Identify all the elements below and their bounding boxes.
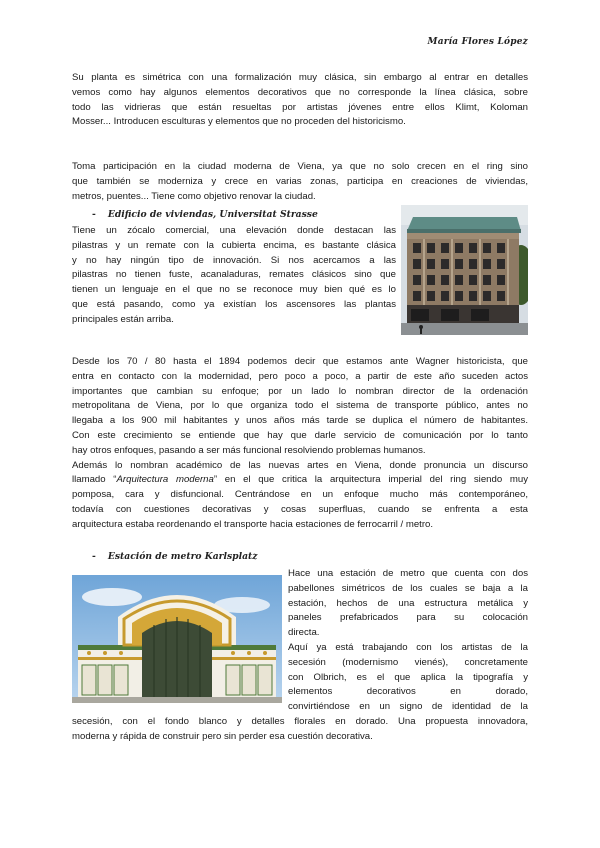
text-line: Aquí ya está trabajando con los artistas de la — [288, 641, 528, 653]
text-line: vemos como hay algunos elementos decorativos que no corresponde la línea clásica, sobre — [72, 86, 528, 98]
text-line: elementos decorativos en dorado, — [288, 686, 528, 698]
text-line: todavía con cuestiones decorativas y cosas superfluas, cuando se enfrenta a esta — [72, 503, 528, 515]
text-line: secesión (modernismo vienés), concretamente — [288, 656, 528, 668]
author-name: María Flores López — [427, 37, 528, 47]
karlsplatz-paragraph — [288, 567, 528, 715]
text-line: paneles prefabricados para su colocación — [288, 612, 528, 624]
text-line: Desde los 70 / 80 hasta el 1894 podemos decir que estamos ante Wagner historicista, que — [72, 356, 528, 367]
text-line: con Olbrich, es el que aplica la tipografía y — [288, 671, 528, 683]
station-photo — [72, 575, 282, 703]
text-line: pilastras y un remate con la cubierta encima, es bastante clásica — [72, 239, 396, 251]
text-line: Tiene un zócalo comercial, una elevación donde destacan las — [72, 225, 396, 236]
text-line: que está pasando, como ya existían los ascensores las plantas — [72, 298, 396, 310]
city-paragraph — [72, 160, 528, 204]
text-line: tienen un lenguaje en el que no se reconoce muy bien qué es lo — [72, 284, 396, 296]
text-line: pomposa, cara y disfuncional. Centrándose en un enfoque mucho más contemporáneo, — [72, 489, 528, 501]
text-line: moderna y rápida de construir pero sin perder esa cuestión decorativa. — [72, 730, 373, 742]
text-line: arquitectura estaba reordenando el transporte hacia estaciones de ferrocarril / metro. — [72, 518, 434, 530]
text-line: metropolitana de Viena, por lo que organiza todo el sistema de transporte público, antes no — [72, 400, 528, 412]
text-line: secesión, con el fondo blanco y detalles florales en dorado. Una propuesta innovadora, — [72, 716, 528, 727]
karlsplatz-closing — [72, 715, 528, 745]
text-line: directa. — [288, 627, 320, 639]
section-heading-karlsplatz — [92, 551, 258, 562]
quote-close: ” en el que critica la arquitectura imperial del ring siendo muy — [213, 474, 528, 486]
text-line: Mosser... Introducen esculturas y elementos que no proceden del historicismo. — [72, 116, 406, 128]
text-line: metros, puentes... Tiene como objetivo renovar la ciudad. — [72, 190, 316, 202]
quote-open: llamado “ — [72, 474, 117, 486]
text-line: que también se moderniza y crece en varias zonas, participa en creaciones de viviendas, — [72, 175, 528, 187]
bullet-dash: - — [92, 209, 96, 220]
building-photo — [401, 205, 528, 335]
text-line: Su planta es simétrica con una formalización muy clásica, sin embargo al entrar en detalles — [72, 72, 528, 83]
text-line: pilastras no tienen fuste, acanaladuras, remates clásicos sino que — [72, 269, 396, 281]
text-line-with-title — [72, 473, 528, 488]
text-line: principales están arriba. — [72, 313, 174, 325]
bullet-dash: - — [92, 551, 96, 562]
wagner-paragraph — [72, 355, 528, 533]
text-line: importantes que cambian su enfoque; por un lado lo nombran director de la ordenación — [72, 385, 528, 397]
text-line: todo las vidrieras que están resueltas por artistas jóvenes entre ellos Klimt, Koloman — [72, 101, 528, 113]
section-title: Estación de metro Karlsplatz — [107, 551, 258, 562]
text-line: Toma participación en la ciudad moderna de Viena, ya que no solo crecen en el ring sino — [72, 161, 528, 172]
section-heading-viviendas — [92, 209, 318, 220]
text-line: Además lo nombran académico de las nuevas artes en Viena, donde pronuncia un discurso — [72, 459, 528, 471]
intro-paragraph — [72, 71, 528, 130]
text-line: pabellones simétricos de los cuales se baja a la — [288, 582, 528, 594]
text-line: llegaba a los 900 mil habitantes y unos años más tarde se duplica el número de habitantes. — [72, 415, 528, 427]
text-line: entra en contacto con la modernidad, pero poco a poco, a partir de este año suceden actos — [72, 370, 528, 382]
text-line: convirtiéndose en un signo de identidad de la — [288, 701, 528, 713]
text-line: estación, hechos de una estructura metálica y — [288, 597, 528, 609]
text-line: hay otros enfoques, pasando a ser más funcional resolviendo problemas humanos. — [72, 444, 426, 456]
viviendas-paragraph — [72, 224, 396, 328]
lecture-title: Arquitectura moderna — [116, 474, 214, 486]
text-line: Hace una estación de metro que cuenta con dos — [288, 568, 528, 579]
text-line: Con este crecimiento se entiende que hay que darle servicio de comunicación por lo tanto — [72, 429, 528, 441]
section-title: Edificio de viviendas, Universitat Strasse — [107, 209, 318, 220]
text-line: y no hay ningún tipo de innovación. Si nos acercamos a las — [72, 254, 396, 266]
